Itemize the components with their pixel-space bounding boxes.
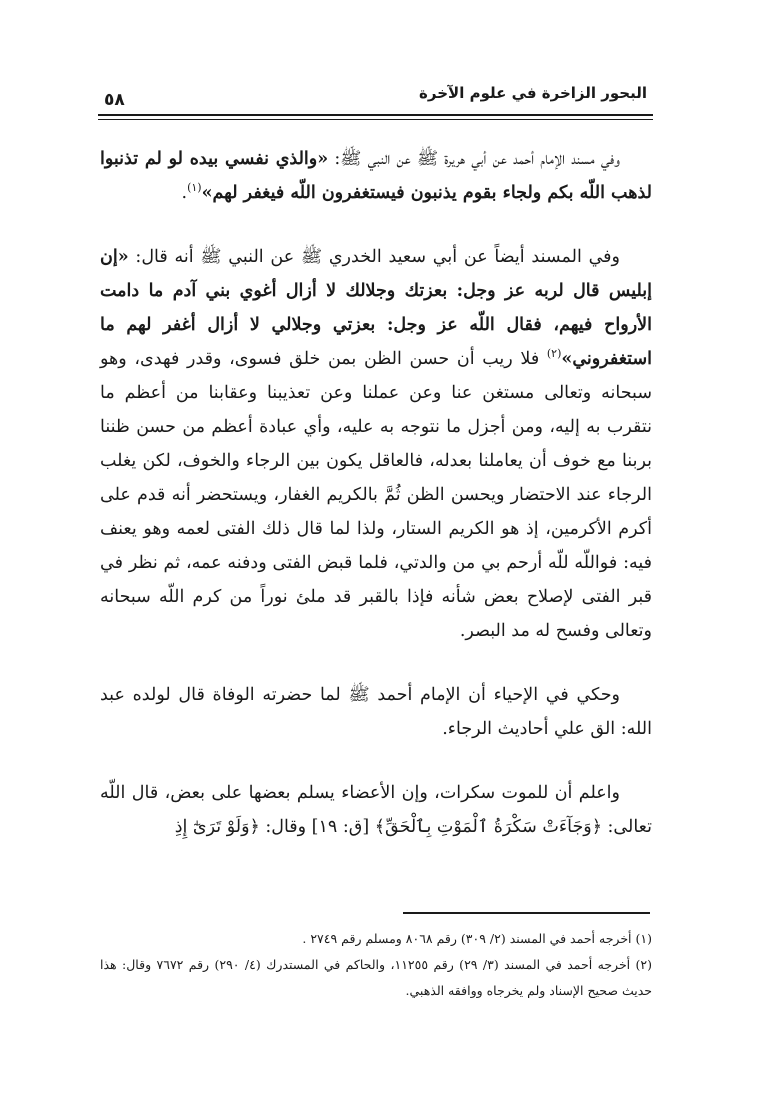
- hadith-quote: «والذي نفسي بيده لو لم تذنبوا لذهب اللّه بكم ولجاء بقوم يذنبون فيستغفرون اللّه فيغفر لهم»: [100, 149, 652, 203]
- paragraph: [100, 678, 652, 746]
- text-run: ﴿وَلَوْ تَرَىٰٓ إِذِ: [174, 817, 260, 837]
- header-rule-thin: [98, 119, 653, 120]
- footnote-marker: (٢): [546, 347, 562, 361]
- text-run: واعلم أن للموت سكرات، وإن الأعضاء يسلم بعضها على بعض، قال اللّه تعالى:: [100, 783, 652, 837]
- footnote-2: (٢) أخرجه أحمد في المسند (٣/ ٢٩) رقم ١١٢٥٥، والحاكم في المستدرك (٤/ ٢٩٠) رقم ٧٦٧٢ وقال: هذا حديث صحيح الإسناد ولم يخرجاه ووافقه الذهبي.: [100, 957, 653, 998]
- header-rule: [98, 114, 653, 116]
- page-number: ٥٨: [104, 90, 125, 110]
- text-run: ﴿وَجَآءَتْ سَكْرَةُ ٱلْمَوْتِ بِٱلْحَقِّ﴾: [374, 817, 602, 837]
- paragraph: [100, 240, 652, 648]
- text-run: [ق: ١٩] وقال:: [259, 817, 375, 837]
- footnote-1: (١) أخرجه أحمد في المسند (٢/ ٣٠٩) رقم ٨٠٦٨ ومسلم رقم ٢٧٤٩ .: [302, 931, 652, 946]
- footnote-separator: [403, 912, 650, 914]
- running-title: البحور الزاخرة في علوم الآخرة: [419, 84, 647, 102]
- paragraph: [100, 142, 652, 210]
- text-run: وحكي في الإحياء أن الإمام أحمد ﷺ لما حضرته الوفاة قال لولده عبد الله: الق علي أحاديث الرجاء.: [100, 685, 652, 739]
- text-run: .: [181, 183, 188, 203]
- text-run: فلا ريب أن حسن الظن بمن خلق فسوى، وقدر فهدى، وهو سبحانه وتعالى مستغن عنا وعن عملنا وعن تعذيبنا وعقابنا من أعظم ما نتقرب به إليه، ومن أجزل ما نتوجه به عليه، وأي عبادة أعظم من حسن ظننا بربنا مع خوف أن يعاملنا بعدله، فالعاقل يكون بين الرجاء والخوف، لكن يغلب الرجاء عند الاحتضار ويحسن الظن ثُمَّ بالكريم الغفار، ويستحضر أنه قدم على أكرم الأكرمين، إذ هو الكريم الستار، ولذا لما قال ذلك الفتى لعمه وهو يعنف فيه: فواللّه للّه أرحم بي من والدتي، فلما قبض الفتى ودفنه عمه، ثم نظر في قبر الفتى لإصلاح بعض شأنه فإذا بالقبر قد ملئ نوراً من كرم اللّه سبحانه وتعالى وفسح له مد البصر.: [100, 349, 652, 641]
- footnote-marker: (١): [187, 181, 202, 195]
- page-header: [98, 70, 653, 126]
- hadith-quote: «إن إبليس قال لربه عز وجل: بعزتك وجلالك لا أزال أغوي بني آدم ما دامت الأرواح فيهم، فقال اللّه عز وجل: بعزتي وجلالي لا أزال أغفر لهم ما استغفروني»: [100, 247, 652, 369]
- footnotes: [100, 926, 652, 1004]
- text-run: وفي مسند الإمام أحمد عن أبي هريرة ﷺ عن النبي ﷺ:: [328, 149, 620, 169]
- text-run: وفي المسند أيضاً عن أبي سعيد الخدري ﷺ عن النبي ﷺ أنه قال:: [128, 247, 620, 267]
- paragraph: [100, 776, 652, 844]
- body-text: [100, 142, 652, 844]
